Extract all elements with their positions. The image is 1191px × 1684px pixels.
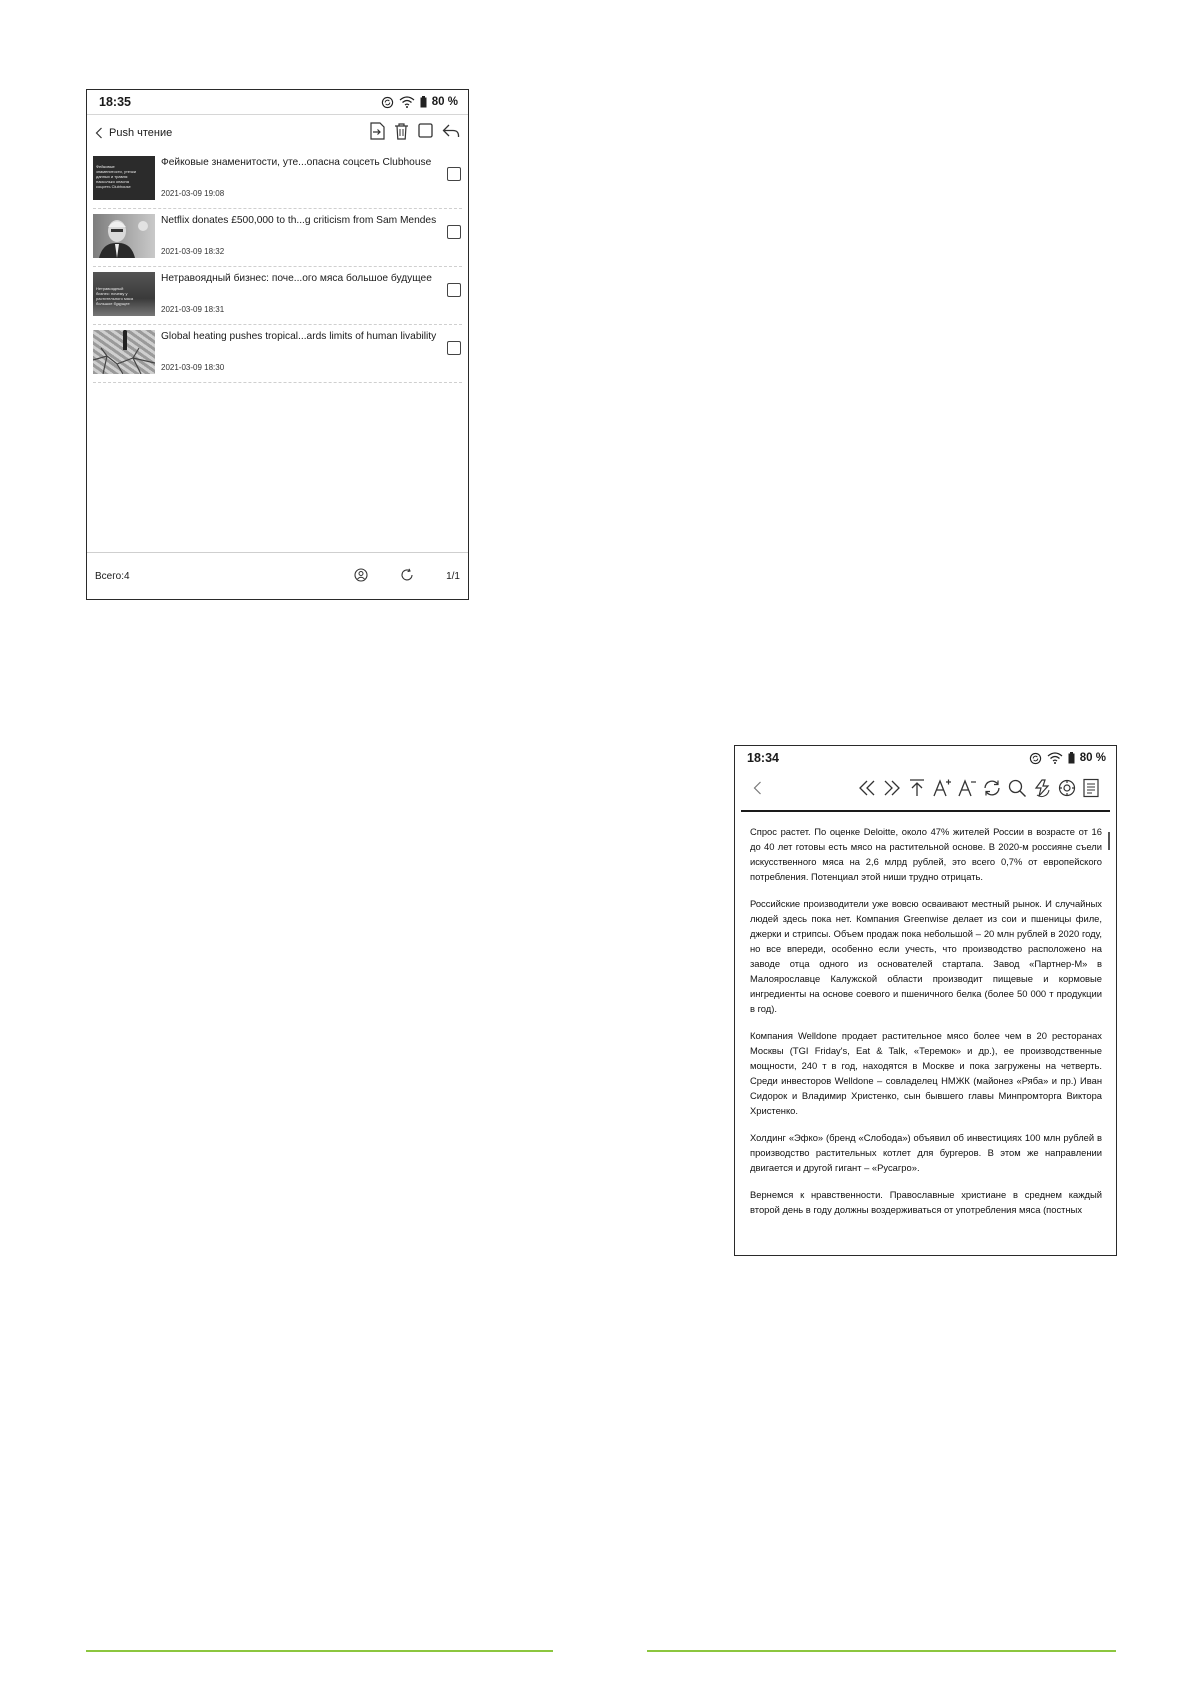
battery-level: 80 % bbox=[1079, 752, 1106, 764]
settings-icon[interactable] bbox=[1057, 778, 1077, 803]
item-title: Фейковые знаменитости, уте...опасна соцсеть Clubhouse bbox=[161, 157, 432, 168]
item-body bbox=[155, 151, 462, 208]
exit-icon[interactable] bbox=[442, 123, 460, 144]
status-right bbox=[1029, 752, 1106, 765]
article-paragraph: Российские производители уже вовсю осваивают местный рынок. И случайных людей здесь пока нет. Компания Greenwise делает из сои и пшеницы филе, джерки и стрипсы. Объем продаж пока небольшой – 20 млн рублей в 2020 году, но все впереди, особенно если учесть, что производство расположено на заводе отца одного из основателей стартапа. Завод «Партнер-М» в Малоярославце Калужской области производит пищевые и кормовые ингредиенты на основе соевого и пшеничного белка (более 50 000 т продукции в год). bbox=[750, 898, 1102, 1014]
next-chapter-icon[interactable] bbox=[882, 778, 902, 803]
battery-level: 80 % bbox=[431, 96, 458, 108]
account-icon[interactable] bbox=[354, 568, 368, 585]
trash-icon[interactable] bbox=[394, 122, 409, 145]
article-thumbnail bbox=[93, 156, 155, 200]
status-right bbox=[381, 96, 458, 109]
footer-icons bbox=[354, 568, 460, 585]
article-body[interactable] bbox=[735, 812, 1116, 1244]
article-paragraph: Вернемся к нравственности. Православные христиане в среднем каждый второй день в году должны воздерживаться от употребления мяса (постных bbox=[750, 1189, 1102, 1215]
status-time: 18:35 bbox=[99, 95, 131, 109]
push-list bbox=[87, 151, 468, 383]
item-checkbox[interactable] bbox=[447, 225, 461, 239]
list-footer bbox=[87, 552, 468, 599]
article-thumbnail bbox=[93, 330, 155, 374]
list-header bbox=[87, 115, 468, 151]
push-reading-screen bbox=[86, 89, 469, 600]
refresh-icon[interactable] bbox=[400, 568, 414, 585]
page-title: Push чтение bbox=[109, 127, 173, 139]
back-icon bbox=[753, 781, 762, 795]
list-item[interactable] bbox=[93, 267, 462, 325]
item-date: 2021-03-09 18:32 bbox=[161, 247, 225, 256]
item-body bbox=[155, 209, 462, 266]
back-button[interactable] bbox=[753, 781, 857, 800]
article-thumbnail bbox=[93, 214, 155, 258]
item-title: Netflix donates £500,000 to th...g criticism from Sam Mendes bbox=[161, 215, 437, 226]
item-date: 2021-03-09 19:08 bbox=[161, 189, 225, 198]
total-count: Всего:4 bbox=[95, 570, 130, 582]
cracked-earth-image bbox=[93, 330, 155, 374]
article-paragraph: Компания Welldone продает растительное мясо более чем в 20 ресторанах Москвы (TGI Friday's, Eat & Talk, «Теремок» и др.), ее производственные мощности, 240 т в год, находятся в Москве и пока загружены на четверть. Среди инвесторов Welldone – совладелец НМЖК (майонез «Ряба» и пр.) Иван Сидорок и Владимир Христенко, сын бывшего главы Минпромторга Виктора Христенко. bbox=[750, 1030, 1102, 1116]
list-item[interactable] bbox=[93, 325, 462, 383]
search-icon[interactable] bbox=[1007, 778, 1027, 803]
sync-icon[interactable] bbox=[1032, 778, 1052, 803]
item-date: 2021-03-09 18:31 bbox=[161, 305, 225, 314]
item-checkbox[interactable] bbox=[447, 341, 461, 355]
status-time: 18:34 bbox=[747, 751, 779, 765]
item-body bbox=[155, 267, 462, 324]
item-date: 2021-03-09 18:30 bbox=[161, 363, 225, 372]
reader-screen bbox=[734, 745, 1117, 1256]
portrait-image bbox=[93, 214, 155, 258]
reader-tools bbox=[857, 778, 1100, 803]
list-item[interactable] bbox=[93, 151, 462, 209]
status-bar bbox=[735, 746, 1116, 770]
wifi-icon bbox=[399, 96, 415, 108]
item-checkbox[interactable] bbox=[447, 167, 461, 181]
back-button[interactable] bbox=[95, 127, 369, 139]
sync-status-icon bbox=[1029, 752, 1042, 765]
page-indicator: 1/1 bbox=[446, 570, 460, 582]
toc-icon[interactable] bbox=[1082, 778, 1100, 803]
item-body bbox=[155, 325, 462, 382]
refresh-icon[interactable] bbox=[982, 778, 1002, 803]
select-all-checkbox-icon[interactable] bbox=[418, 123, 433, 143]
list-item[interactable] bbox=[93, 209, 462, 267]
item-title: Нетравоядный бизнес: поче...ого мяса большое будущее bbox=[161, 273, 432, 284]
sync-status-icon bbox=[381, 96, 394, 109]
footer-rule-left bbox=[86, 1650, 553, 1652]
list-toolbar bbox=[369, 122, 460, 145]
thumbnail-caption: Фейковые знаменитости, утечки данных и травля: насколько опасна соцсеть Clubhouse bbox=[96, 164, 136, 189]
article-thumbnail bbox=[93, 272, 155, 316]
battery-icon bbox=[420, 96, 427, 108]
wifi-icon bbox=[1047, 752, 1063, 764]
footer-rule-right bbox=[647, 1650, 1116, 1652]
scrollbar-thumb[interactable] bbox=[1108, 832, 1110, 850]
item-title: Global heating pushes tropical...ards limits of human livability bbox=[161, 331, 437, 342]
status-bar bbox=[87, 90, 468, 115]
import-icon[interactable] bbox=[369, 122, 385, 145]
thumbnail-caption: Нетравоядный бизнес: почему у растительного мяса большое будущее bbox=[96, 286, 134, 306]
reader-toolbar bbox=[741, 770, 1110, 812]
article-paragraph: Спрос растет. По оценке Deloitte, около 47% жителей России в возрасте от 16 до 40 лет готовы есть мясо на растительной основе. В 2020-м россияне съели искусственного мяса на 2,6 млрд рублей, это всего 0,7% от европейского потребления. Потенциал этой ниши трудно отрицать. bbox=[750, 826, 1102, 882]
battery-icon bbox=[1068, 752, 1075, 764]
font-increase-icon[interactable] bbox=[932, 778, 952, 803]
item-checkbox[interactable] bbox=[447, 283, 461, 297]
prev-chapter-icon[interactable] bbox=[857, 778, 877, 803]
article-paragraph: Холдинг «Эфко» (бренд «Слобода») объявил об инвестициях 100 млн рублей в производство растительных котлет для бургеров. В этом же направлении двигается и другой гигант – «Русагро». bbox=[750, 1132, 1102, 1173]
scroll-top-icon[interactable] bbox=[907, 778, 927, 803]
chevron-left-icon bbox=[95, 127, 103, 139]
font-decrease-icon[interactable] bbox=[957, 778, 977, 803]
